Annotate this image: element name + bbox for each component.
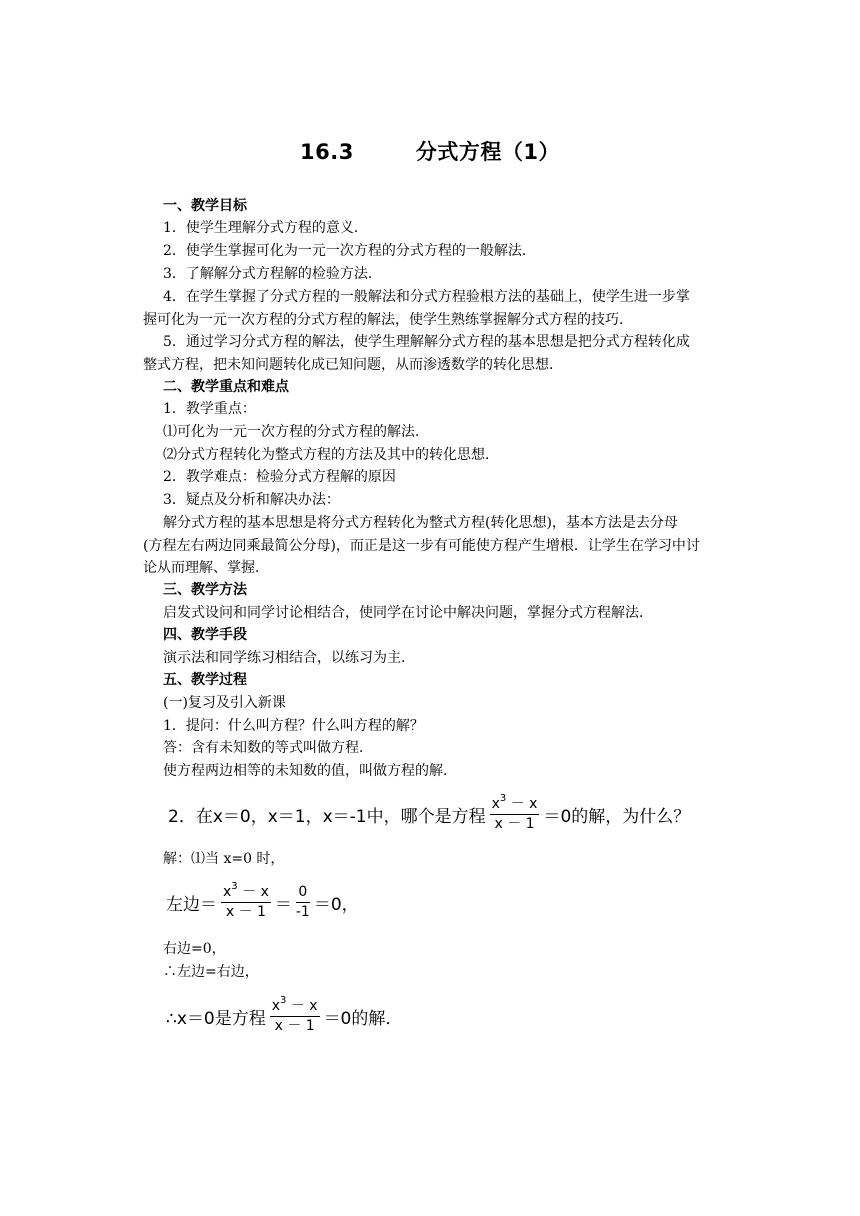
solution-line-3: ∴左边=右边， [163, 964, 259, 980]
question-2-fraction [490, 793, 540, 833]
heading-means: 四、教学手段 [163, 627, 247, 643]
eq1-equals: ＝ [274, 895, 292, 915]
process-1: (一)复习及引入新课 [163, 695, 286, 711]
eq2-denominator: x － 1 [274, 1018, 315, 1034]
objective-1: 1．使学生理解分式方程的意义． [163, 220, 368, 236]
solution-equation-2 [166, 995, 403, 1035]
objective-5-cont: 整式方程，把未知问题转化成已知问题，从而渗透数学的转化思想． [143, 357, 563, 373]
objective-3: 3．了解解分式方程解的检验方法． [163, 266, 382, 282]
process-3: 答：含有未知数的等式叫做方程． [163, 740, 373, 756]
heading-process: 五、教学过程 [163, 672, 247, 688]
heading-objectives: 一、教学目标 [163, 198, 247, 214]
heading-key-points: 二、教学重点和难点 [163, 379, 289, 395]
eq1-exponent: 3 [231, 881, 238, 892]
fraction-denominator: x － 1 [494, 816, 535, 832]
doubts-label: 3．疑点及分析和解决办法： [163, 492, 340, 508]
eq2-fraction [270, 995, 320, 1035]
eq1-denominator: x － 1 [225, 904, 266, 920]
eq1-prefix: 左边＝ [166, 895, 217, 915]
eq1-num-base: x [223, 884, 232, 900]
means-text: 演示法和同学练习相结合，以练习为主． [163, 650, 415, 666]
process-4: 使方程两边相等的未知数的值，叫做方程的解． [163, 763, 457, 779]
doubts-text-3: 论从而理解、掌握． [143, 560, 269, 576]
process-2: 1．提问：什么叫方程？什么叫方程的解？ [163, 718, 424, 734]
eq2-num-base: x [271, 998, 280, 1014]
objective-4-cont: 握可化为一元一次方程的分式方程的解法，使学生熟练掌握解分式方程的技巧． [143, 312, 633, 328]
question-2-prefix: 2．在x＝0，x＝1，x＝-1中，哪个是方程 [168, 807, 486, 827]
eq2-suffix: ＝0的解． [323, 1009, 403, 1029]
question-2 [168, 793, 691, 833]
eq2-num-rest: － x [286, 998, 318, 1014]
doubts-text-1: 解分式方程的基本思想是将分式方程转化为整式方程(转化思想)，基本方法是去分母 [163, 515, 678, 531]
section-number: 16.3 [300, 140, 354, 164]
doubts-text-2: (方程左右两边同乘最简公分母)，而正是这一步有可能使方程产生增根．让学生在学习中讨 [143, 538, 700, 554]
fraction-exponent: 3 [499, 793, 507, 804]
key-point-label: 1．教学重点： [163, 401, 256, 417]
solution-equation-1 [166, 881, 359, 921]
title-text: 分式方程（1） [415, 140, 560, 164]
eq1-fraction-2 [296, 884, 310, 921]
key-point-1: ⑴可化为一元一次方程的分式方程的解法． [163, 424, 429, 440]
eq2-prefix: ∴x＝0是方程 [166, 1009, 266, 1029]
heading-methods: 三、教学方法 [163, 582, 247, 598]
eq1-den2: -1 [295, 904, 310, 920]
fraction-num-base: x [491, 796, 500, 812]
methods-text: 启发式设问和同学讨论相结合，使同学在讨论中解决问题，掌握分式方程解法． [163, 605, 653, 621]
solution-line-1: 解：⑴当 x=0 时， [163, 851, 285, 867]
key-point-2: ⑵分式方程转化为整式方程的方法及其中的转化思想． [163, 447, 499, 463]
eq1-fraction-1 [221, 881, 271, 921]
objective-5: 5．通过学习分式方程的解法，使学生理解解分式方程的基本思想是把分式方程转化成 [163, 334, 690, 350]
objective-4: 4．在学生掌握了分式方程的一般解法和分式方程验根方法的基础上，使学生进一步掌 [163, 289, 690, 305]
eq1-num2: 0 [296, 884, 310, 903]
difficulty: 2．教学难点：检验分式方程解的原因 [163, 469, 396, 485]
objective-2: 2．使学生掌握可化为一元一次方程的分式方程的一般解法． [163, 243, 536, 259]
eq2-exponent: 3 [280, 995, 287, 1006]
eq1-suffix: ＝0， [313, 895, 359, 915]
solution-line-2: 右边=0， [163, 941, 226, 957]
question-2-suffix: ＝0的解，为什么？ [543, 807, 691, 827]
fraction-num-rest: － x [506, 796, 538, 812]
page-title [0, 136, 860, 166]
eq1-num-rest: － x [237, 884, 269, 900]
